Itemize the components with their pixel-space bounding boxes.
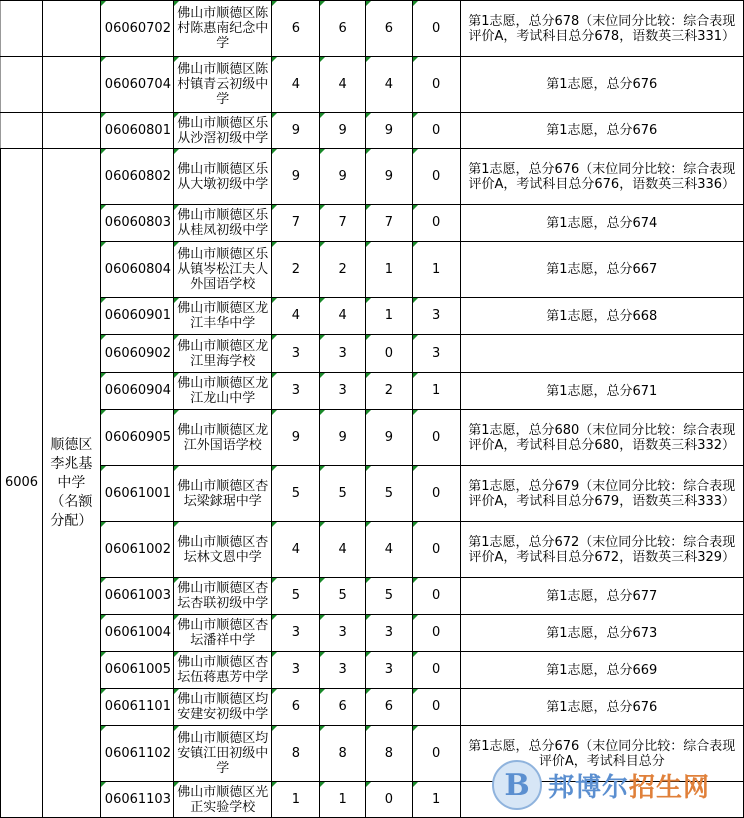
- school-code-cell: 06061005: [100, 652, 173, 689]
- group-code-cell: 6006: [1, 149, 43, 818]
- quota-plan-cell: 4: [272, 57, 320, 113]
- school-name-cell: 佛山市顺德区乐从桂凤初级中学: [173, 205, 271, 242]
- remaining-count-cell: 0: [412, 615, 460, 652]
- quota-plan-cell: 5: [272, 466, 320, 522]
- admission-line-note-cell: 第1志愿，总分669: [460, 652, 743, 689]
- quota-plan-cell: 4: [272, 298, 320, 335]
- school-name-cell: 佛山市顺德区杏坛梁銶琚中学: [173, 466, 271, 522]
- remaining-count-cell: 1: [412, 242, 460, 298]
- quota-available-cell: 3: [320, 652, 366, 689]
- school-name-cell: 佛山市顺德区乐从沙滘初级中学: [173, 113, 271, 149]
- school-code-cell: 06061001: [100, 466, 173, 522]
- admission-line-note-cell: [460, 335, 743, 373]
- admission-line-note-cell: 第1志愿，总分676: [460, 57, 743, 113]
- logo-text-accent: 招生网: [629, 772, 711, 803]
- admitted-count-cell: 3: [366, 652, 413, 689]
- admitted-count-cell: 4: [366, 57, 413, 113]
- admitted-count-cell: 0: [366, 335, 413, 373]
- school-code-cell: 06060801: [100, 113, 173, 149]
- school-name-cell: 佛山市顺德区乐从镇岑松江夫人外国语学校: [173, 242, 271, 298]
- quota-available-cell: 4: [320, 57, 366, 113]
- quota-available-cell: 9: [320, 113, 366, 149]
- school-name-cell: 佛山市顺德区杏坛潘祥中学: [173, 615, 271, 652]
- remaining-count-cell: 0: [412, 726, 460, 782]
- admitted-count-cell: 5: [366, 578, 413, 615]
- admitted-count-cell: 6: [366, 1, 413, 57]
- school-code-cell: 06061101: [100, 689, 173, 726]
- school-code-cell: 06060803: [100, 205, 173, 242]
- logo-text: [548, 767, 710, 804]
- quota-plan-cell: 9: [272, 113, 320, 149]
- table-row: [1, 652, 744, 689]
- table-row: [1, 57, 744, 113]
- group-name-cell-empty: [42, 113, 100, 149]
- table-row: [1, 410, 744, 466]
- remaining-count-cell: 0: [412, 1, 460, 57]
- table-row: [1, 689, 744, 726]
- quota-plan-cell: 3: [272, 652, 320, 689]
- quota-plan-cell: 1: [272, 782, 320, 818]
- group-code-cell-empty: [1, 57, 43, 113]
- quota-available-cell: 7: [320, 205, 366, 242]
- remaining-count-cell: 0: [412, 689, 460, 726]
- school-code-cell: 06061004: [100, 615, 173, 652]
- admitted-count-cell: 9: [366, 113, 413, 149]
- admission-line-note-cell: 第1志愿，总分674: [460, 205, 743, 242]
- table-row: [1, 1, 744, 57]
- remaining-count-cell: 0: [412, 57, 460, 113]
- school-name-cell: 佛山市顺德区均安镇江田初级中学: [173, 726, 271, 782]
- quota-available-cell: 2: [320, 242, 366, 298]
- quota-plan-cell: 3: [272, 615, 320, 652]
- school-code-cell: 06061003: [100, 578, 173, 615]
- school-code-cell: 06060904: [100, 373, 173, 410]
- quota-available-cell: 1: [320, 782, 366, 818]
- table-row: [1, 373, 744, 410]
- quota-plan-cell: 9: [272, 149, 320, 205]
- remaining-count-cell: 0: [412, 578, 460, 615]
- admitted-count-cell: 9: [366, 410, 413, 466]
- admitted-count-cell: 1: [366, 242, 413, 298]
- admitted-count-cell: 0: [366, 782, 413, 818]
- remaining-count-cell: 0: [412, 205, 460, 242]
- table-row: [1, 298, 744, 335]
- school-name-cell: 佛山市顺德区龙江丰华中学: [173, 298, 271, 335]
- remaining-count-cell: 3: [412, 335, 460, 373]
- group-code-cell-empty: [1, 1, 43, 57]
- quota-available-cell: 3: [320, 335, 366, 373]
- logo-b-icon: B: [492, 760, 542, 810]
- watermark-logo: [492, 755, 744, 815]
- table-row: [1, 615, 744, 652]
- quota-plan-cell: 4: [272, 522, 320, 578]
- quota-available-cell: 5: [320, 466, 366, 522]
- table-row: [1, 205, 744, 242]
- admitted-count-cell: 8: [366, 726, 413, 782]
- admission-line-note-cell: 第1志愿，总分676（末位同分比较：综合表现评价A，考试科目总分676，语数英三科336）: [460, 149, 743, 205]
- quota-plan-cell: 5: [272, 578, 320, 615]
- admitted-count-cell: 3: [366, 615, 413, 652]
- quota-plan-cell: 6: [272, 689, 320, 726]
- quota-available-cell: 6: [320, 689, 366, 726]
- remaining-count-cell: 0: [412, 113, 460, 149]
- admitted-count-cell: 1: [366, 298, 413, 335]
- school-name-cell: 佛山市顺德区杏坛林文恩中学: [173, 522, 271, 578]
- admission-line-note-cell: 第1志愿，总分679（末位同分比较：综合表现评价A，考试科目总分679，语数英三科333）: [460, 466, 743, 522]
- logo-text-main: 邦博尔: [548, 772, 630, 803]
- quota-available-cell: 4: [320, 298, 366, 335]
- school-code-cell: 06060901: [100, 298, 173, 335]
- admitted-count-cell: 7: [366, 205, 413, 242]
- admission-line-note-cell: 第1志愿，总分676: [460, 689, 743, 726]
- admitted-count-cell: 9: [366, 149, 413, 205]
- school-code-cell: 06061002: [100, 522, 173, 578]
- quota-plan-cell: 9: [272, 410, 320, 466]
- quota-plan-cell: 8: [272, 726, 320, 782]
- school-code-cell: 06060802: [100, 149, 173, 205]
- admission-line-note-cell: 第1志愿，总分676: [460, 113, 743, 149]
- school-name-cell: 佛山市顺德区乐从大墩初级中学: [173, 149, 271, 205]
- table-row: [1, 242, 744, 298]
- admission-line-note-cell: 第1志愿，总分677: [460, 578, 743, 615]
- school-name-cell: 佛山市顺德区均安建安初级中学: [173, 689, 271, 726]
- school-name-cell: 佛山市顺德区陈村镇青云初级中学: [173, 57, 271, 113]
- admission-line-note-cell: 第1志愿，总分680（末位同分比较：综合表现评价A，考试科目总分680，语数英三科332）: [460, 410, 743, 466]
- table-row: [1, 335, 744, 373]
- school-code-cell: 06060902: [100, 335, 173, 373]
- quota-plan-cell: 6: [272, 1, 320, 57]
- table-row: [1, 466, 744, 522]
- admission-line-note-cell: 第1志愿，总分667: [460, 242, 743, 298]
- school-name-cell: 佛山市顺德区龙江龙山中学: [173, 373, 271, 410]
- school-name-cell: 佛山市顺德区龙江里海学校: [173, 335, 271, 373]
- school-code-cell: 06060702: [100, 1, 173, 57]
- group-code-cell-empty: [1, 113, 43, 149]
- quota-plan-cell: 3: [272, 373, 320, 410]
- quota-plan-cell: 7: [272, 205, 320, 242]
- admission-line-note-cell: 第1志愿，总分676（末位同分比较：综合表现评价A，考试科目总分: [460, 726, 743, 782]
- admission-line-note-cell: 第1志愿，总分671: [460, 373, 743, 410]
- quota-available-cell: 9: [320, 149, 366, 205]
- school-name-cell: 佛山市顺德区杏坛杏联初级中学: [173, 578, 271, 615]
- remaining-count-cell: 1: [412, 373, 460, 410]
- remaining-count-cell: 3: [412, 298, 460, 335]
- remaining-count-cell: 0: [412, 149, 460, 205]
- quota-available-cell: 3: [320, 615, 366, 652]
- admitted-count-cell: 4: [366, 522, 413, 578]
- group-name-cell-empty: [42, 57, 100, 113]
- school-name-cell: 佛山市顺德区杏坛伍蒋惠芳中学: [173, 652, 271, 689]
- admission-line-note-cell: 第1志愿，总分673: [460, 615, 743, 652]
- school-name-cell: 佛山市顺德区光正实验学校: [173, 782, 271, 818]
- remaining-count-cell: 0: [412, 466, 460, 522]
- school-code-cell: 06061102: [100, 726, 173, 782]
- group-name-cell: 顺德区李兆基中学（名额分配）: [42, 149, 100, 818]
- table-row: [1, 113, 744, 149]
- school-name-cell: 佛山市顺德区龙江外国语学校: [173, 410, 271, 466]
- remaining-count-cell: 0: [412, 410, 460, 466]
- school-name-cell: 佛山市顺德区陈村陈惠南纪念中学: [173, 1, 271, 57]
- admission-line-note-cell: 第1志愿，总分678（末位同分比较：综合表现评价A，考试科目总分678，语数英三科331）: [460, 1, 743, 57]
- admitted-count-cell: 2: [366, 373, 413, 410]
- admission-line-note-cell: 第1志愿，总分668: [460, 298, 743, 335]
- quota-available-cell: 4: [320, 522, 366, 578]
- school-code-cell: 06060905: [100, 410, 173, 466]
- admitted-count-cell: 6: [366, 689, 413, 726]
- table-row: [1, 522, 744, 578]
- remaining-count-cell: 0: [412, 652, 460, 689]
- school-code-cell: 06060804: [100, 242, 173, 298]
- table-row: [1, 578, 744, 615]
- table-body: [1, 1, 744, 818]
- admitted-count-cell: 5: [366, 466, 413, 522]
- school-code-cell: 06060704: [100, 57, 173, 113]
- admission-line-note-cell: 第1志愿，总分672（末位同分比较：综合表现评价A，考试科目总分672，语数英三科329）: [460, 522, 743, 578]
- school-code-cell: 06061103: [100, 782, 173, 818]
- group-name-cell-empty: [42, 1, 100, 57]
- quota-available-cell: 3: [320, 373, 366, 410]
- table-row: [1, 149, 744, 205]
- remaining-count-cell: 0: [412, 522, 460, 578]
- quota-plan-cell: 3: [272, 335, 320, 373]
- quota-available-cell: 6: [320, 1, 366, 57]
- quota-available-cell: 9: [320, 410, 366, 466]
- remaining-count-cell: 1: [412, 782, 460, 818]
- quota-available-cell: 8: [320, 726, 366, 782]
- quota-plan-cell: 2: [272, 242, 320, 298]
- quota-available-cell: 5: [320, 578, 366, 615]
